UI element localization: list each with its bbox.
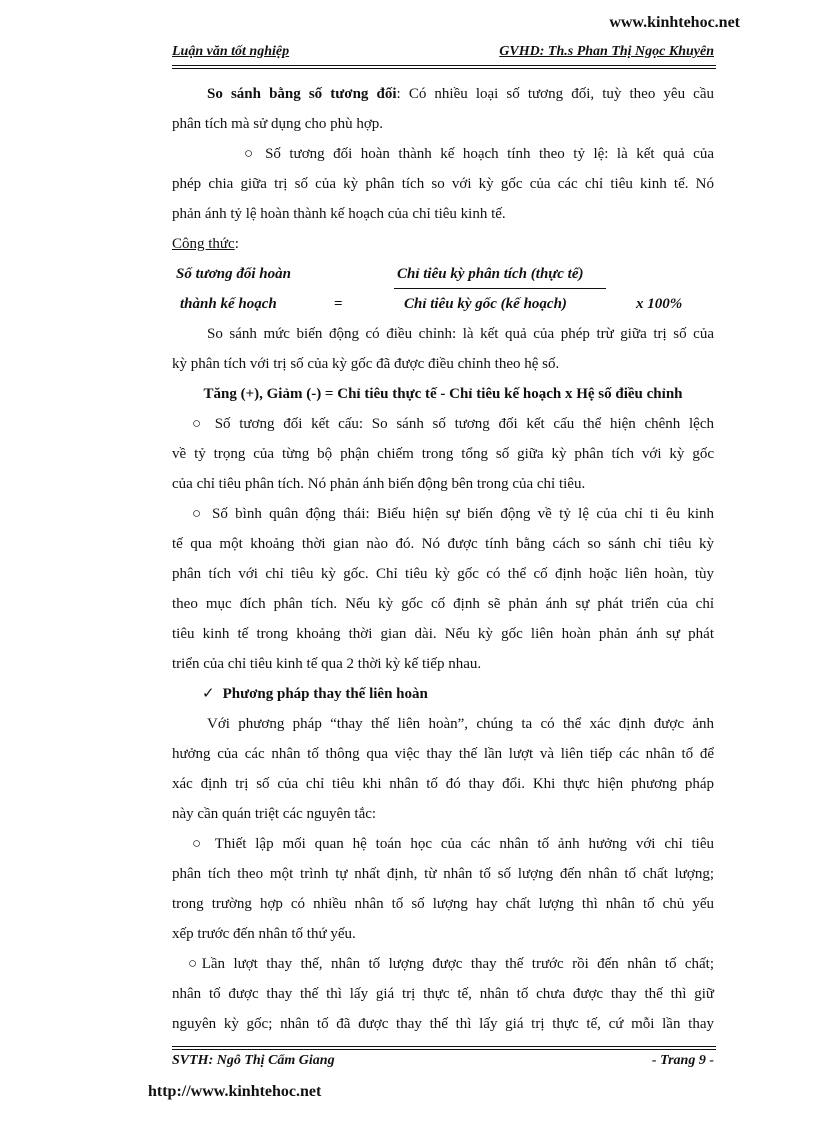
paragraph-line: hưởng của các nhân tố thông qua việc thay thế lần lượt và liên tiếp các nhân tố để: [172, 746, 714, 762]
paragraph-line: So sánh mức biến động có điều chỉnh: là kết quả của phép trừ giữa trị số của: [207, 326, 714, 342]
formula-label-line: [172, 229, 714, 259]
formula-equals: =: [334, 296, 343, 312]
footer-page-number: - Trang 9 -: [651, 1053, 714, 1068]
paragraph-line: phân tích với chỉ tiêu kỳ gốc. Chỉ tiêu kỳ gốc có thể cố định hoặc liên hoàn, tùy: [172, 566, 714, 582]
paragraph-line: tiêu kinh tế trong khoảng thời gian dài. Nếu kỳ gốc liên hoàn phản ánh sự phát: [172, 626, 714, 642]
site-url-bottom[interactable]: http://www.kinhtehoc.net: [148, 1083, 322, 1100]
site-url-top[interactable]: www.kinhtehoc.net: [609, 14, 740, 31]
paragraph-line: phân tích mà sử dụng cho phù hợp.: [172, 116, 384, 132]
paragraph-line: tế qua một khoảng thời gian nào đó. Nó được tính bằng cách so sánh chỉ tiêu kỳ: [172, 536, 714, 552]
paragraph-line: của chỉ tiêu phân tích. Nó phản ánh biến động bên trong của chỉ tiêu.: [172, 476, 586, 492]
footer-student: SVTH: Ngô Thị Cẩm Giang: [172, 1053, 335, 1068]
formula-plan-completion: [172, 259, 714, 319]
footer-divider: [172, 1049, 716, 1050]
paragraph-line: này cần quán triệt các nguyên tắc:: [172, 806, 377, 822]
term-relative-comparison: So sánh bằng số tương đối: [207, 86, 397, 102]
formula-numerator: Chỉ tiêu kỳ phân tích (thực tế): [397, 266, 584, 282]
paragraph-line: Với phương pháp “thay thế liên hoàn”, chúng ta có thể xác định được ảnh: [207, 716, 714, 732]
text-span: : Có nhiều loại số tương đối, tuỳ theo yêu cầu: [396, 86, 714, 102]
paragraph-line: triển của chỉ tiêu kinh tế qua 2 thời kỳ kế tiếp nhau.: [172, 656, 482, 672]
formula-label-colon: :: [234, 236, 239, 252]
header-divider: [172, 65, 716, 66]
formula-multiplier: x 100%: [636, 296, 683, 312]
paragraph-line: phản ánh tỷ lệ hoàn thành kế hoạch của chỉ tiêu kinh tế.: [172, 206, 506, 222]
formula-left-2: thành kế hoạch: [180, 296, 277, 312]
section-heading: [172, 679, 714, 709]
paragraph-line: ○ Số bình quân động thái: Biểu hiện sự biến động về tỷ lệ của chỉ ti êu kinh: [192, 506, 714, 522]
paragraph-line: ○ Thiết lập mối quan hệ toán học của các nhân tố ảnh hưởng với chỉ tiêu: [192, 836, 714, 852]
document-body: [172, 79, 714, 1039]
section-title: Phương pháp thay thế liên hoàn: [222, 686, 428, 702]
checkmark-icon: ✓: [202, 686, 215, 702]
paragraph-line: kỳ phân tích với trị số của kỳ gốc đã được điều chỉnh theo hệ số.: [172, 356, 560, 372]
paragraph-line: phép chia giữa trị số của kỳ phân tích so với kỳ gốc của các chỉ tiêu kinh tế. Nó: [172, 176, 714, 192]
circle-bullet-icon: ○: [244, 146, 254, 162]
paragraph-line: nhân tố được thay thế thì lấy giá trị thực tế, nhân tố chưa được thay thế thì giữ: [172, 986, 714, 1002]
paragraph-line: ○Lần lượt thay thế, nhân tố lượng được thay thế trước rồi đến nhân tố chất;: [188, 956, 714, 972]
paragraph-line: theo mục đích phân tích. Nếu kỳ gốc cố định sẽ phản ánh sự phát triển của chỉ: [172, 596, 714, 612]
paragraph-line: nguyên kỳ gốc; nhân tố đã được thay thế thì lấy giá trị thực tế, cứ mỗi lần thay: [172, 1016, 714, 1032]
paragraph-line: ○ Số tương đối kết cấu: So sánh số tương đối kết cấu thể hiện chênh lệch: [192, 416, 714, 432]
formula-denominator: Chỉ tiêu kỳ gốc (kế hoạch): [404, 296, 567, 312]
paragraph-line: [172, 79, 714, 109]
paragraph-line: xác định trị số của chỉ tiêu khi nhân tố đó thay đổi. Khi thực hiện phương pháp: [172, 776, 714, 792]
header-thesis-title: Luận văn tốt nghiệp: [172, 44, 290, 59]
formula-left-1: Số tương đối hoàn: [176, 266, 291, 282]
formula-adjusted-change: Tăng (+), Giảm (-) = Chỉ tiêu thực tế - Chỉ tiêu kế hoạch x Hệ số điều chỉnh: [203, 386, 683, 402]
paragraph-line: [172, 139, 714, 169]
paragraph-line: về tỷ trọng của từng bộ phận chiếm trong tổng số giữa kỳ phân tích với kỳ gốc: [172, 446, 714, 462]
paragraph-line: trong trường hợp có nhiều nhân tố số lượng hay chất lượng thì nhân tố chủ yếu: [172, 896, 714, 912]
header-divider-thin: [172, 68, 716, 69]
paragraph-line: xếp trước đến nhân tố thứ yếu.: [172, 926, 356, 942]
paragraph-line: phân tích theo một trình tự nhất định, từ nhân tố số lượng đến nhân tố chất lượng;: [172, 866, 714, 882]
text-span: Số tương đối hoàn thành kế hoạch tính theo tỷ lệ: là kết quả của: [265, 146, 714, 162]
formula-label: Công thức: [172, 236, 235, 252]
footer-divider-thin: [172, 1046, 716, 1047]
header-advisor: GVHD: Th.s Phan Thị Ngọc Khuyên: [499, 44, 714, 59]
